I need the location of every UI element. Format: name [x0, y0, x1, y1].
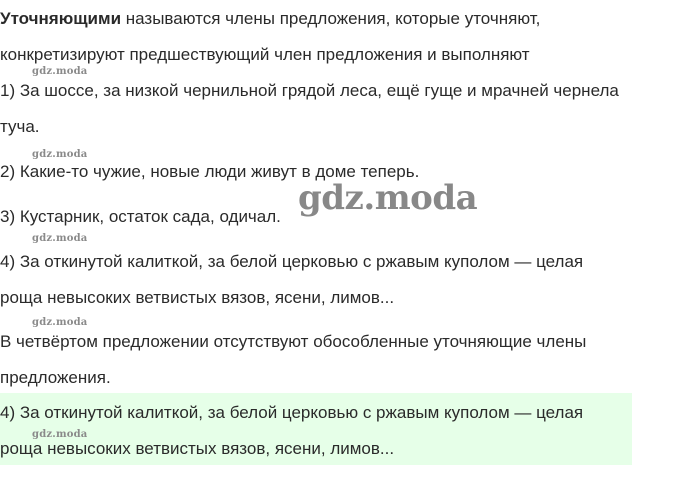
watermark-large: gdz.moda [298, 178, 478, 218]
sentence-1-line-2: туча. [0, 117, 40, 136]
sentence-4-line-1: 4) За откинутой калиткой, за белой церковью с ржавым куполом — целая [0, 252, 584, 271]
definition-text: называются члены предложения, которые уточняют, [121, 9, 541, 28]
sentence-4-line-2: роща невысоких ветвистых вязов, ясени, лимов... [0, 288, 395, 307]
watermark-small: gdz.moda [32, 66, 88, 77]
note-line-1: В четвёртом предложении отсутствуют обособленные уточняющие члены [0, 332, 587, 351]
definition-line-1 [0, 8, 540, 30]
note-line-2: предложения. [0, 368, 111, 387]
sentence-3: 3) Кустарник, остаток сада, одичал. [0, 207, 281, 226]
answer-line-1: 4) За откинутой калиткой, за белой церковью с ржавым куполом — целая [0, 403, 584, 422]
sentence-2: 2) Какие-то чужие, новые люди живут в доме теперь. [0, 162, 420, 181]
sentence-1-line-1: 1) За шоссе, за низкой чернильной грядой леса, ещё гуще и мрачней чернела [0, 81, 619, 100]
watermark-small: gdz.moda [32, 317, 88, 328]
definition-line-2: конкретизируют предшествующий член предложения и выполняют [0, 45, 530, 64]
definition-term: Уточняющими [0, 9, 122, 28]
answer-line-2: роща невысоких ветвистых вязов, ясени, лимов... [0, 439, 395, 458]
watermark-small: gdz.moda [32, 429, 88, 440]
watermark-small: gdz.moda [32, 233, 88, 244]
watermark-small: gdz.moda [32, 149, 88, 160]
